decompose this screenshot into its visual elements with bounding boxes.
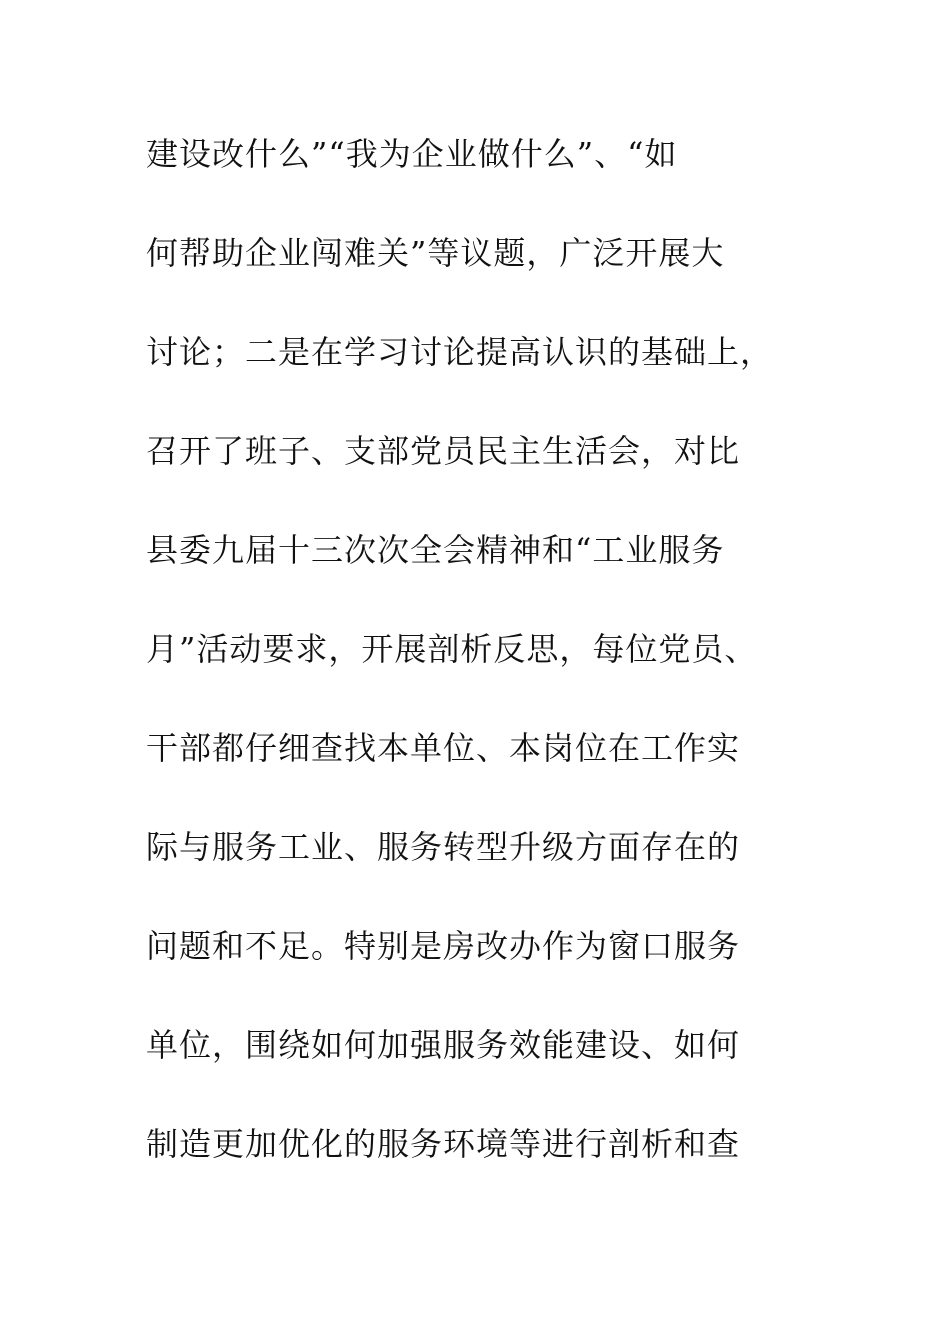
text-line: 际与服务工业、服务转型升级方面存在的 [146, 828, 741, 866]
text-line: 问题和不足。特别是房改办作为窗口服务 [146, 927, 741, 965]
text-line: 召开了班子、支部党员民主生活会，对比 [146, 432, 741, 470]
text-line: 讨论；二是在学习讨论提高认识的基础上， [146, 333, 774, 371]
text-line: 干部都仔细查找本单位、本岗位在工作实 [146, 729, 741, 767]
text-line: 建设改什么”“我为企业做什么”、“如 [146, 135, 678, 173]
text-line: 单位，围绕如何加强服务效能建设、如何 [146, 1026, 741, 1064]
text-line: 县委九届十三次次全会精神和“工业服务 [146, 531, 725, 569]
text-line: 月”活动要求，开展剖析反思，每位党员、 [146, 630, 758, 668]
text-line: 制造更加优化的服务环境等进行剖析和查 [146, 1125, 741, 1163]
body-text [146, 124, 836, 1213]
text-line: 何帮助企业闯难关”等议题，广泛开展大 [146, 234, 725, 272]
